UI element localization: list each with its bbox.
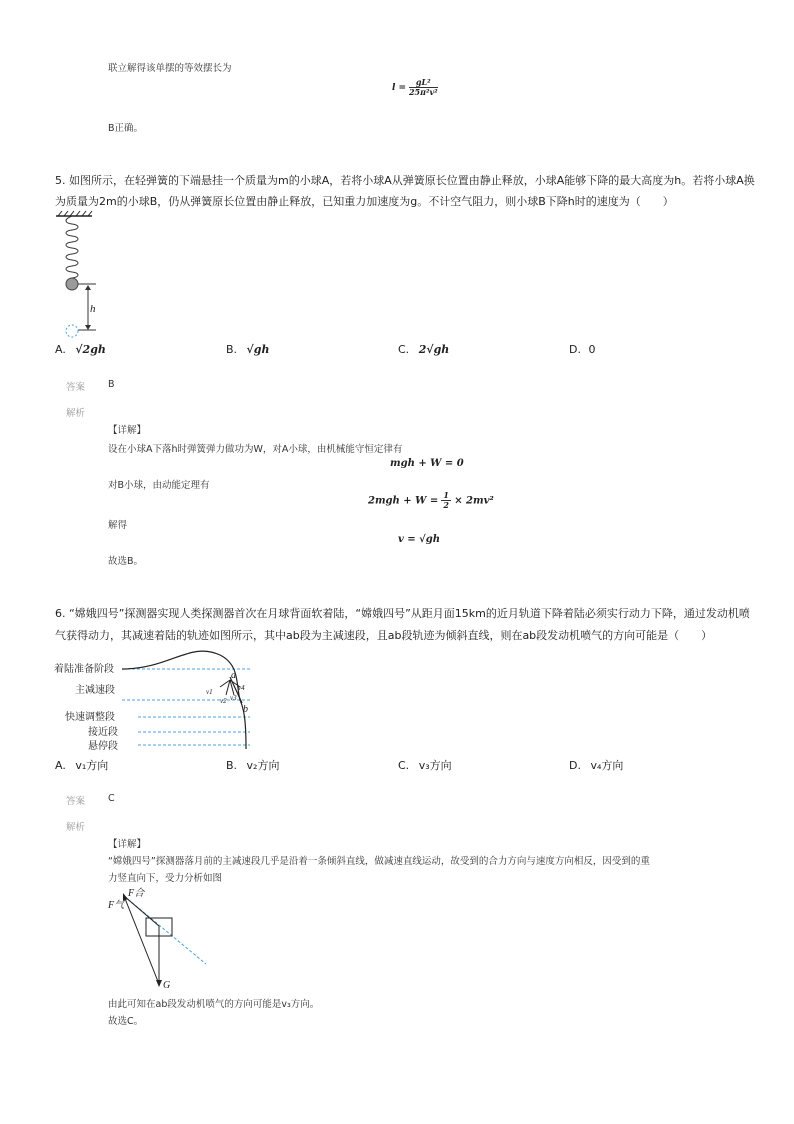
- q5-solution-line2: 对B小球，由动能定理有: [108, 480, 210, 491]
- prev-formula-numerator: gL²: [409, 78, 438, 88]
- point-b: b: [243, 704, 248, 715]
- q6-trajectory-figure: [50, 645, 265, 755]
- option-letter: A.: [55, 343, 66, 356]
- q5-solution-line1: 设在小球A下落h时弹簧弹力做功为W，对A小球，由机械能守恒定律有: [108, 444, 403, 455]
- q6-stem-line1: 6. “嫦娥四号”探测器实现人类探测器首次在月球背面软着陆，“嫦娥四号”从距月面15km的近月轨道下降着陆必须实行动力下降，通过发动机喷: [55, 607, 750, 620]
- q5-detail-header: 【详解】: [108, 425, 147, 436]
- gas-force-line: [124, 896, 159, 984]
- q6-solution-line1: “嫦娥四号”探测器落月前的主减速段几乎是沿着一条倾斜直线，做减速直线运动，故受到的合力方向与速度方向相反，因受到的重: [108, 856, 650, 867]
- q5-option-d[interactable]: [569, 343, 595, 356]
- prev-formula: [392, 78, 438, 97]
- option-text: √2gh: [75, 343, 106, 356]
- prev-formula-lhs: l =: [392, 83, 407, 93]
- ceiling-hatch: [56, 211, 92, 216]
- q6-solution-line3: 由此可知在ab段发动机喷气的方向可能是v₃方向。: [108, 999, 320, 1010]
- prev-solution-line: 联立解得该单摆的等效摆长为: [108, 63, 232, 74]
- stage-approach: 接近段: [88, 727, 118, 738]
- option-text: 0: [588, 343, 596, 356]
- spring-coil: [66, 216, 78, 280]
- eq2-denominator: 2: [443, 500, 449, 510]
- q5-stem-line2: 为质量为2m的小球B，仍从弹簧原长位置由静止释放，已知重力加速度为g。不计空气阻力，则小球B下降h时的速度为（ ）: [55, 195, 674, 208]
- eq2-numerator: 1: [443, 490, 449, 500]
- q5-analysis-label: 解析: [66, 408, 86, 419]
- eq2-fraction: [441, 491, 451, 510]
- q5-equation1: mgh + W = 0: [390, 458, 464, 469]
- vector-v4-label: v4: [238, 684, 245, 692]
- net-force-line: [124, 896, 159, 926]
- q6-answer-value: C: [108, 793, 115, 804]
- stage-fast-adjust: 快速调整段: [65, 712, 115, 723]
- option-text: v₃方向: [418, 759, 452, 772]
- ball-a: [66, 278, 78, 290]
- stage-main-deceleration: 主减速段: [75, 685, 115, 696]
- stage-hover: 悬停段: [88, 741, 118, 752]
- net-force-label: F合: [128, 888, 145, 899]
- q5-equation2: [368, 491, 494, 510]
- q6-solution-line2: 力竖直向下，受力分析如图: [108, 873, 223, 884]
- prev-formula-denominator: 25π²v²: [408, 87, 438, 97]
- q6-detail-header: 【详解】: [108, 839, 147, 850]
- vector-v2-label: v2: [220, 697, 227, 705]
- q6-force-diagram: [104, 884, 214, 994]
- option-letter: D.: [569, 343, 581, 356]
- q6-option-d[interactable]: [569, 757, 623, 773]
- q6-conclusion: 故选C。: [108, 1016, 144, 1027]
- q5-option-c[interactable]: [398, 343, 449, 356]
- option-letter: C.: [398, 343, 410, 356]
- option-text: √gh: [246, 343, 270, 356]
- gravity-label: G: [163, 980, 171, 991]
- q5-conclusion: 故选B。: [108, 556, 144, 567]
- q5-spring-figure: [52, 210, 122, 340]
- stage-landing-prep: 着陆准备阶段: [54, 664, 114, 675]
- option-text: 2√gh: [418, 343, 450, 356]
- option-text: v₁方向: [75, 759, 109, 772]
- gas-force-label: F气: [108, 900, 125, 911]
- q6-option-c[interactable]: [398, 757, 452, 773]
- prev-conclusion: B正确。: [108, 123, 144, 134]
- h-label: h: [90, 303, 96, 315]
- q6-analysis-label: 解析: [66, 822, 86, 833]
- q6-option-a[interactable]: [55, 757, 108, 773]
- q5-option-a[interactable]: [55, 343, 106, 356]
- option-letter: C.: [398, 759, 410, 772]
- option-letter: B.: [226, 343, 238, 356]
- option-letter: A.: [55, 759, 66, 772]
- ball-dashed-position: [66, 325, 78, 337]
- q6-answer-label: 答案: [66, 796, 86, 807]
- vector-v1-label: v1: [206, 688, 213, 696]
- q5-answer-value: B: [108, 379, 115, 390]
- prev-formula-fraction: [409, 78, 438, 97]
- option-text: v₄方向: [590, 759, 624, 772]
- option-letter: D.: [569, 759, 581, 772]
- q6-stem-line2: 气获得动力，其减速着陆的轨迹如图所示，其中ab段为主减速段，且ab段轨迹为倾斜直线，则在ab段发动机喷气的方向可能是（ ）: [55, 629, 713, 642]
- eq2-lhs: 2mgh + W =: [368, 495, 439, 507]
- q5-solution-line3: 解得: [108, 520, 128, 531]
- q5-option-b[interactable]: [226, 343, 269, 356]
- eq2-rhs: × 2mv²: [454, 495, 494, 507]
- q5-equation3: v = √gh: [398, 534, 440, 545]
- vector-v3-label: v3: [230, 694, 237, 702]
- option-letter: B.: [226, 759, 238, 772]
- q6-option-b[interactable]: [226, 757, 279, 773]
- q5-answer-label: 答案: [66, 382, 86, 393]
- option-text: v₂方向: [246, 759, 280, 772]
- q5-stem-line1: 5. 如图所示，在轻弹簧的下端悬挂一个质量为m的小球A，若将小球A从弹簧原长位置由静止释放，小球A能够下降的最大高度为h。若将小球A换: [55, 174, 755, 187]
- point-a: a: [231, 670, 236, 681]
